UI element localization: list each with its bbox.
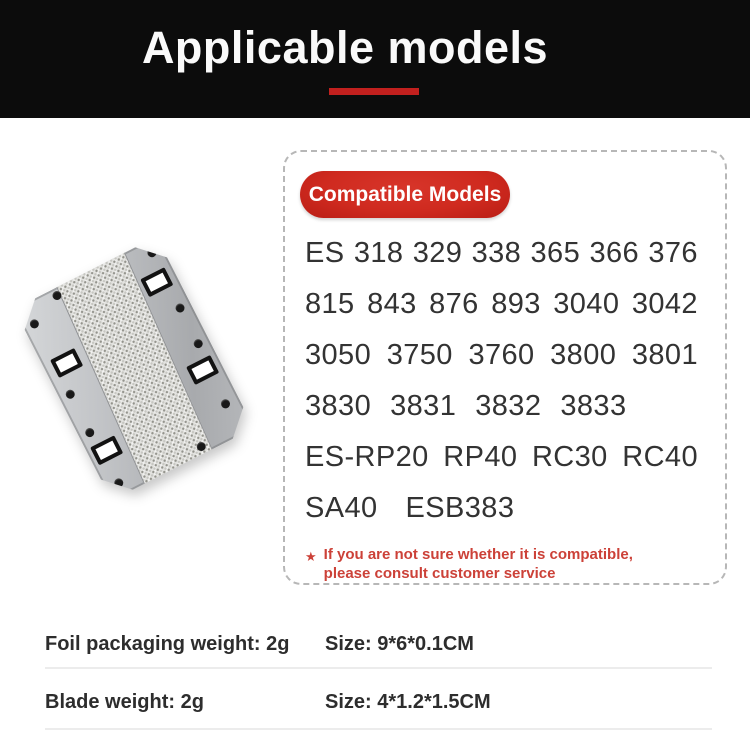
model-item: 338 xyxy=(471,236,522,269)
foil-rivet xyxy=(146,247,158,259)
model-item: 843 xyxy=(367,287,417,320)
model-item: RC40 xyxy=(622,440,698,473)
model-item: RP40 xyxy=(443,440,518,473)
note-line-1: If you are not sure whether it is compatible, xyxy=(323,546,633,563)
model-item: 3831 xyxy=(390,389,457,422)
model-item: 815 xyxy=(305,287,355,320)
shaver-foil-image xyxy=(12,235,257,503)
model-item: 3830 xyxy=(305,389,372,422)
note-line-2: please consult customer service xyxy=(323,565,556,582)
model-item: ES-RP20 xyxy=(305,440,429,473)
compatible-models-card xyxy=(283,150,727,585)
specs-section xyxy=(45,622,712,730)
spec-label-foil-weight: Foil packaging weight: 2g xyxy=(45,633,290,655)
model-item: 366 xyxy=(589,236,640,269)
model-item: 3050 xyxy=(305,338,372,371)
model-item: 3801 xyxy=(631,338,698,371)
note-text xyxy=(324,545,633,583)
model-item: RC30 xyxy=(531,440,608,473)
model-item: 3750 xyxy=(386,338,453,371)
model-item: 3042 xyxy=(631,287,698,320)
model-item: 329 xyxy=(412,236,463,269)
spec-size-blade: Size: 4*1.2*1.5CM xyxy=(325,691,491,713)
model-row xyxy=(305,491,698,524)
foil-mounting-hole xyxy=(186,355,219,385)
model-item: 3833 xyxy=(560,389,627,422)
model-item: 893 xyxy=(491,287,541,320)
foil-mounting-hole xyxy=(90,435,123,465)
foil-rivet xyxy=(113,477,125,489)
model-row xyxy=(305,338,698,371)
model-item: 3040 xyxy=(553,287,620,320)
star-icon: ★ xyxy=(305,549,317,564)
foil-rivet xyxy=(64,388,76,400)
model-row xyxy=(305,389,698,422)
model-row xyxy=(305,236,698,269)
model-item: 3760 xyxy=(468,338,535,371)
model-item: 3800 xyxy=(550,338,617,371)
foil-rivet xyxy=(174,302,186,314)
model-item: ES xyxy=(305,236,345,269)
foil-rivet xyxy=(219,398,231,410)
compatible-models-badge xyxy=(300,171,510,218)
model-item: 876 xyxy=(429,287,479,320)
model-item: 318 xyxy=(353,236,404,269)
model-item: SA40 xyxy=(305,491,378,524)
model-item: 365 xyxy=(530,236,581,269)
model-item: ESB383 xyxy=(405,491,515,524)
model-row xyxy=(305,287,698,320)
foil-plate xyxy=(14,236,254,500)
foil-rivet xyxy=(192,338,204,350)
model-item: 376 xyxy=(648,236,698,269)
spec-row-foil xyxy=(45,622,712,669)
page-title: Applicable models xyxy=(141,22,549,73)
badge-label: Compatible Models xyxy=(308,182,502,206)
foil-mounting-hole xyxy=(50,348,83,378)
spec-size-foil: Size: 9*6*0.1CM xyxy=(325,633,474,655)
model-item: 3832 xyxy=(475,389,542,422)
header-band xyxy=(0,0,750,118)
title-underline-accent xyxy=(329,88,419,95)
spec-label-blade-weight: Blade weight: 2g xyxy=(45,691,204,713)
model-row xyxy=(305,440,698,473)
model-list xyxy=(285,236,725,524)
foil-rivet xyxy=(28,318,40,330)
foil-mounting-hole xyxy=(140,267,173,297)
compatibility-note xyxy=(305,545,698,583)
foil-rivet xyxy=(84,427,96,439)
spec-row-blade xyxy=(45,669,712,730)
